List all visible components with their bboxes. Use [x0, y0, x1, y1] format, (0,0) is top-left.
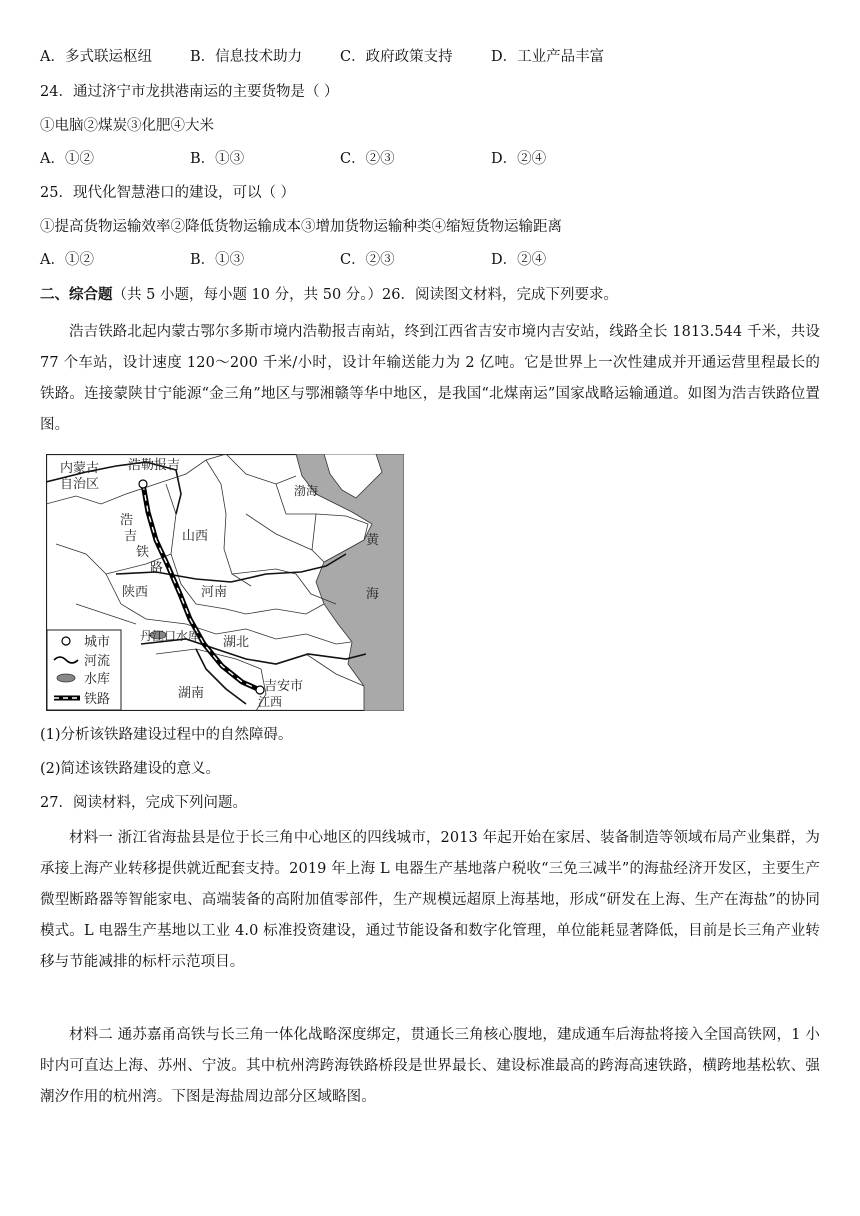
- label-jian: 吉安市: [264, 679, 304, 694]
- label-inner-mongolia-2: 自治区: [60, 477, 100, 492]
- q25-option-d: D．②④: [491, 252, 547, 268]
- haoji-railway-map: [46, 454, 404, 711]
- label-railway-3: 铁: [136, 545, 150, 560]
- q24-option-c: C．②③: [340, 151, 395, 167]
- label-railway-2: 吉: [124, 529, 138, 544]
- q27-material2: 材料二 通苏嘉甬高铁与长三角一体化战略深度绑定，贯通长三角核心腹地，建成通车后海盐将接入全国高铁网，1 小时内可直达上海、苏州、宁波。其中杭州湾跨海铁路桥段是世界最长、建设标准最高的跨海高速铁路，横跨地基松软、强潮汐作用的杭州湾。下图是海盐周边部分区域略图。: [40, 1027, 820, 1105]
- q26-paragraph: 浩吉铁路北起内蒙古鄂尔多斯市境内浩勒报吉南站，终到江西省吉安市境内吉安站，线路全长 1813.544 千米，共设 77 个车站，设计速度 120～200 千米/小时，设计年输送能力为 2 亿吨。它是世界上一次性建成并开通运营里程最长的铁路。连接蒙陕甘宁能源“金三角”地区与鄂湘赣等华中地区，是我国“北煤南运”国家战略运输通道。如图为浩吉铁路位置图。: [40, 324, 821, 433]
- q27-material1: 材料一 浙江省海盐县是位于长三角中心地区的四线城市，2013 年起开始在家居、装备制造等领域布局产业集群，为承接上海产业转移提供就近配套支持。2019 年上海 L 电器生产基地落户税收“三免三减半”的海盐经济开发区，主要生产微型断路器等智能家电、高端装备的高附加值零部件，生产规模远超原上海基地，形成“研发在上海、生产在海盐”的协同模式。L 电器生产基地以工业 4.0 标准投资建设，通过节能设备和数字化管理，单位能耗显著降低，目前是长三角产业转移与节能减排的标杆示范项目。: [40, 830, 820, 970]
- label-shaanxi: 陕西: [122, 585, 149, 600]
- q24-stem: 24．通过济宁市龙拱港南运的主要货物是（ ）: [40, 84, 339, 100]
- q25-option-a: A．①②: [40, 252, 94, 268]
- label-haolebaoji: 浩勒报吉: [128, 458, 181, 473]
- label-jiangxi: 江西: [258, 695, 283, 709]
- q27-stem: 27．阅读材料，完成下列问题。: [40, 795, 247, 811]
- q25-option-c: C．②③: [340, 252, 395, 268]
- haolebaoji-city-marker: [139, 480, 147, 488]
- label-railway-4: 路: [150, 561, 164, 576]
- q24-items: ①电脑②煤炭③化肥④大米: [40, 118, 214, 134]
- label-huanghai-2: 海: [366, 587, 380, 602]
- legend-city-icon: [62, 637, 70, 645]
- label-hubei: 湖北: [223, 635, 250, 650]
- q23-option-a: A．多式联运枢纽: [40, 49, 152, 65]
- q24-option-b: B．①③: [190, 151, 245, 167]
- label-hunan: 湖南: [178, 686, 205, 701]
- label-railway-1: 浩: [120, 513, 134, 528]
- q25-option-b: B．①③: [190, 252, 245, 268]
- legend-reservoir-label: 水库: [84, 672, 111, 687]
- q24-option-a: A．①②: [40, 151, 94, 167]
- legend-city-label: 城市: [84, 635, 111, 650]
- q25-stem: 25．现代化智慧港口的建设，可以（ ）: [40, 185, 296, 201]
- label-huanghai-1: 黄: [366, 533, 380, 548]
- section-note: （共 5 小题，每小题 10 分，共 50 分。）26．阅读图文材料，完成下列要求。: [112, 287, 618, 303]
- legend-reservoir-icon: [57, 674, 75, 682]
- section-title: 二、综合题: [40, 286, 113, 303]
- label-henan: 河南: [201, 585, 228, 600]
- label-inner-mongolia-1: 内蒙古: [60, 461, 100, 476]
- label-bohai: 渤海: [294, 484, 319, 498]
- q26-sub1: (1)分析该铁路建设过程中的自然障碍。: [40, 727, 293, 743]
- q23-option-b: B．信息技术助力: [190, 49, 303, 65]
- q23-option-d: D．工业产品丰富: [491, 49, 605, 65]
- label-danjiangkou: 丹江口水库: [140, 629, 201, 643]
- section-heading: [40, 285, 618, 305]
- q25-items: ①提高货物运输效率②降低货物运输成本③增加货物运输种类④缩短货物运输距离: [40, 219, 562, 235]
- label-shanxi: 山西: [182, 529, 209, 544]
- q24-option-d: D．②④: [491, 151, 547, 167]
- map-legend: [47, 630, 121, 710]
- legend-river-label: 河流: [84, 654, 111, 669]
- q23-option-c: C．政府政策支持: [340, 49, 453, 65]
- legend-railway-label: 铁路: [84, 692, 111, 707]
- q26-sub2: (2)简述该铁路建设的意义。: [40, 761, 221, 777]
- jian-city-marker: [256, 686, 264, 694]
